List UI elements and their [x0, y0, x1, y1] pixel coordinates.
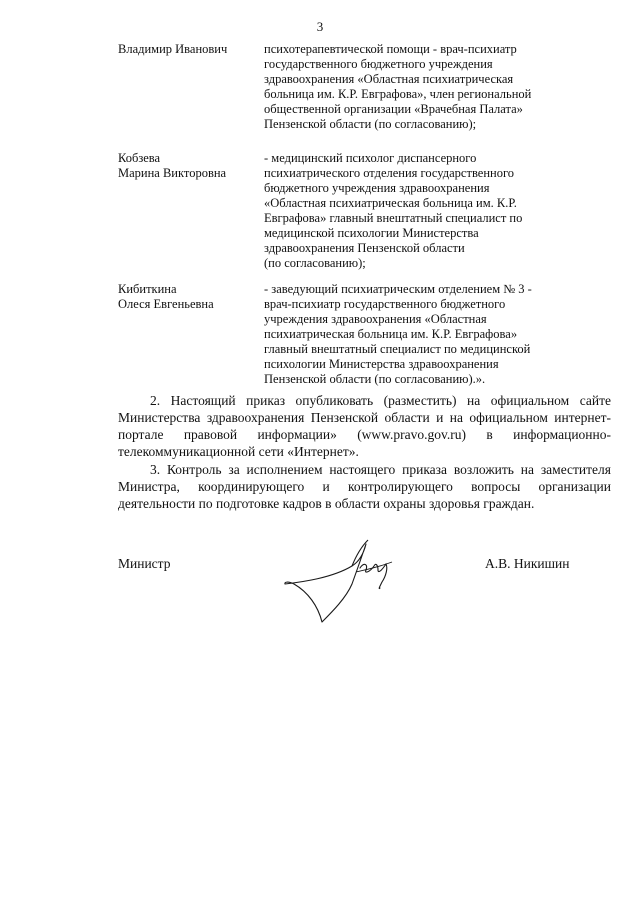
- member-desc-line: психиатрическая больница им. К.Р. Евграфова»: [264, 327, 518, 341]
- member-name-line: Марина Викторовна: [118, 166, 227, 180]
- member-name-line: Кибиткина: [118, 282, 177, 296]
- member-desc-line: психологии Министерства здравоохранения: [264, 357, 499, 371]
- member-desc-line: больница им. К.Р. Евграфова», член региональной: [264, 87, 532, 101]
- paragraph-line: 2. Настоящий приказ опубликовать (разместить) на официальном сайте: [150, 393, 611, 408]
- member-description: [264, 151, 556, 271]
- member-description: [264, 42, 556, 132]
- member-desc-line: психиатрического отделения государственного: [264, 166, 515, 180]
- member-desc-line: Евграфова» главный внештатный специалист по: [264, 211, 523, 225]
- member-name-line: Кобзева: [118, 151, 161, 165]
- member-desc-line: общественной организации «Врачебная Палата»: [264, 102, 523, 116]
- member-name-line: Владимир Иванович: [118, 42, 228, 56]
- paragraph-publication: [118, 392, 611, 460]
- member-desc-line: государственного бюджетного учреждения: [264, 57, 493, 71]
- signatory-title: Министр: [118, 556, 171, 571]
- member-description: [264, 282, 556, 387]
- member-desc-line: здравоохранения «Областная психиатрическая: [264, 72, 514, 86]
- paragraph-line: телекоммуникационной сети «Интернет».: [118, 444, 359, 459]
- paragraph-line: Министерства здравоохранения Пензенской области и на официальном интернет-: [118, 410, 611, 425]
- member-desc-line: - заведующий психиатрическим отделением № 3 -: [264, 282, 532, 296]
- member-desc-line: (по согласованию);: [264, 256, 366, 270]
- member-desc-line: психотерапевтической помощи - врач-психиатр: [264, 42, 517, 56]
- paragraph-line: Министра, координирующего и контролирующего вопросы организации: [118, 479, 611, 494]
- member-name: [118, 282, 258, 312]
- member-desc-line: - медицинский психолог диспансерного: [264, 151, 477, 165]
- member-desc-line: врач-психиатр государственного бюджетного: [264, 297, 506, 311]
- member-desc-line: учреждения здравоохранения «Областная: [264, 312, 487, 326]
- paragraph-line: портале правовой информации» (www.pravo.gov.ru) в информационно-: [118, 427, 611, 442]
- member-desc-line: Пензенской области (по согласованию).».: [264, 372, 486, 386]
- member-desc-line: главный внештатный специалист по медицинской: [264, 342, 531, 356]
- handwritten-signature: [282, 526, 402, 626]
- paragraph-control: [118, 461, 611, 512]
- member-desc-line: медицинской психологии Министерства: [264, 226, 479, 240]
- member-desc-line: «Областная психиатрическая больница им. К.Р.: [264, 196, 517, 210]
- member-desc-line: бюджетного учреждения здравоохранения: [264, 181, 490, 195]
- member-name: [118, 151, 258, 181]
- member-desc-line: Пензенской области (по согласованию);: [264, 117, 477, 131]
- member-name-line: Олеся Евгеньевна: [118, 297, 214, 311]
- page-number: 3: [316, 19, 324, 34]
- member-name: [118, 42, 258, 57]
- paragraph-line: 3. Контроль за исполнением настоящего приказа возложить на заместителя: [150, 462, 611, 477]
- member-desc-line: здравоохранения Пензенской области: [264, 241, 465, 255]
- paragraph-line: деятельности по подготовке кадров в области охраны здоровья граждан.: [118, 496, 535, 511]
- signatory-name: А.В. Никишин: [485, 556, 570, 571]
